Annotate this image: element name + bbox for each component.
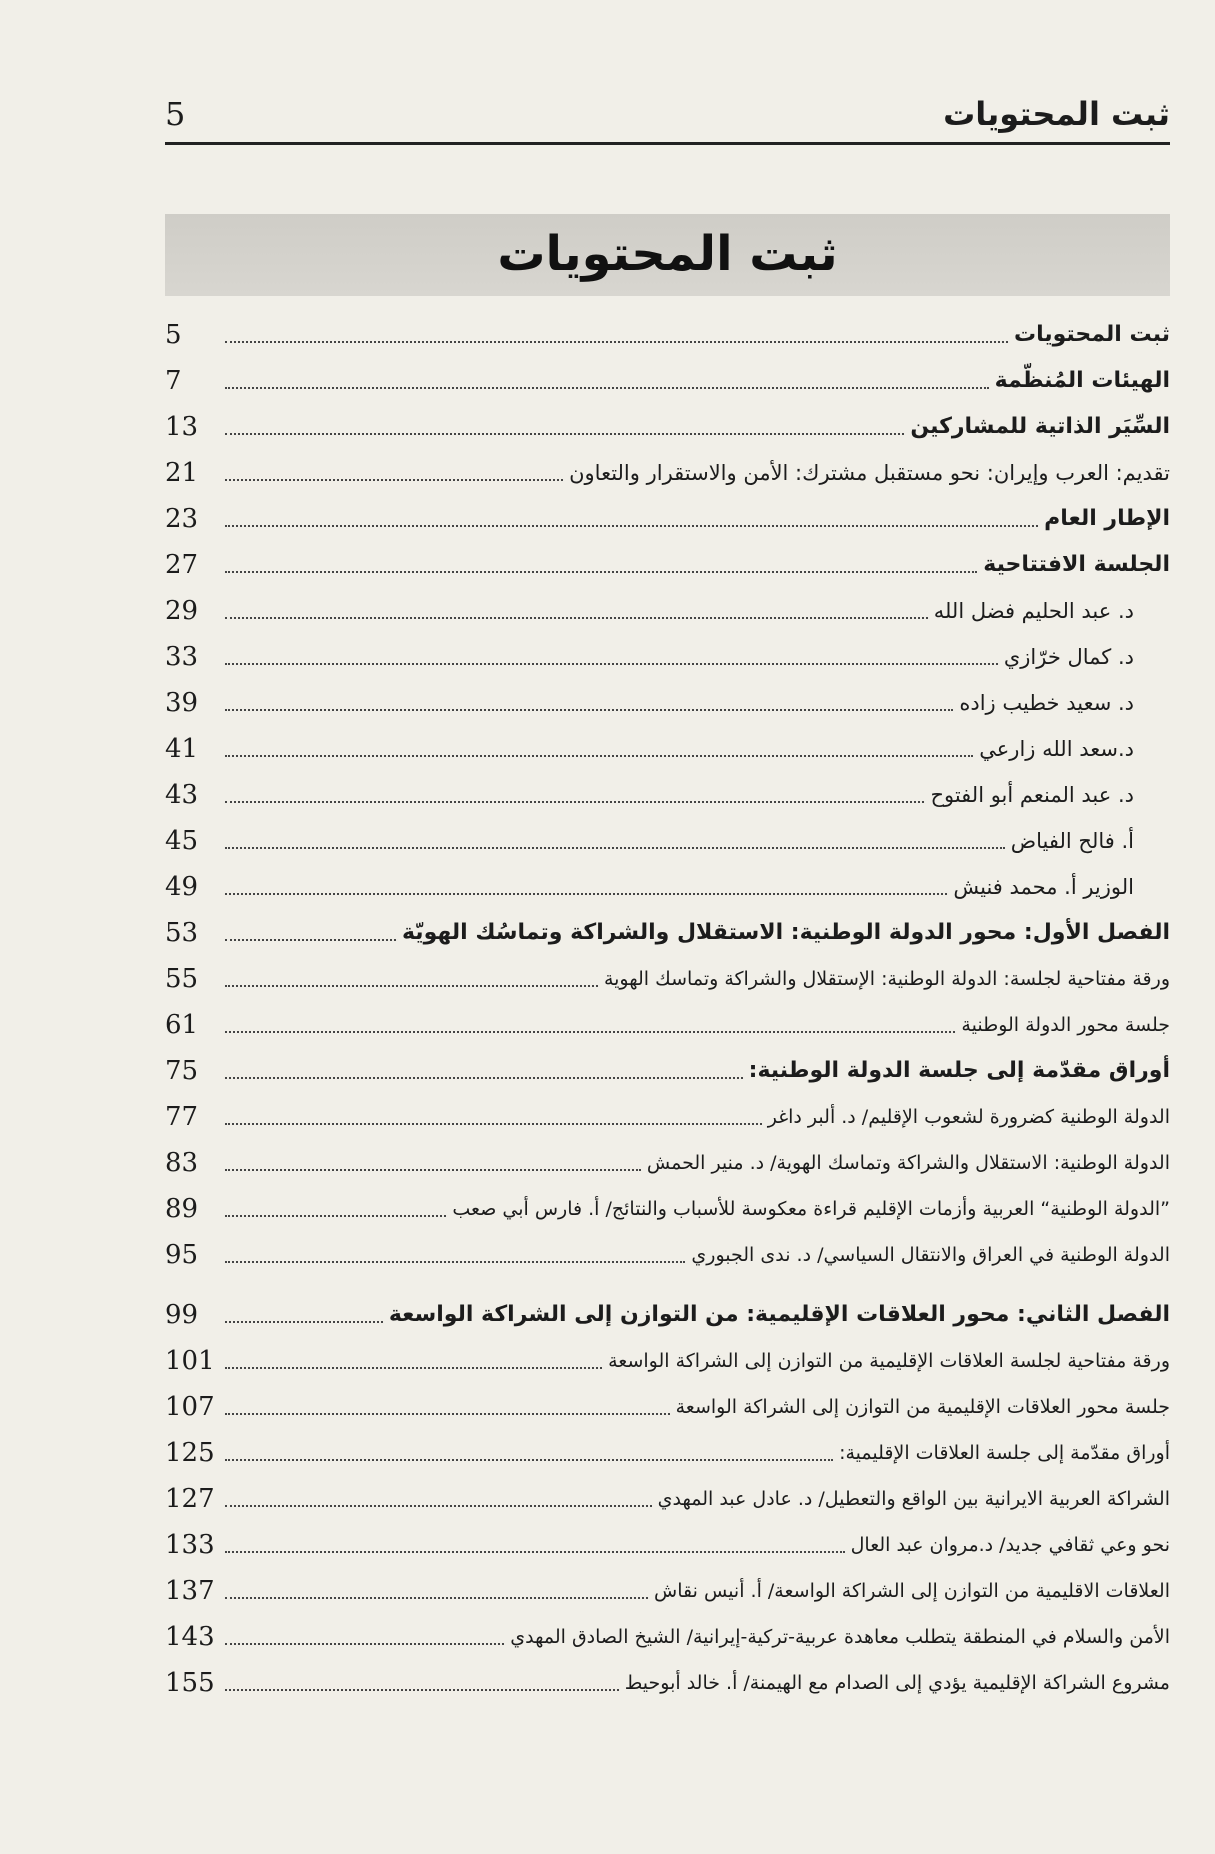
toc-entry[interactable] — [165, 1094, 1170, 1140]
toc-entry-page: 21 — [165, 458, 199, 488]
toc-entry-page: 95 — [165, 1240, 199, 1270]
toc-entry-title: الهيئات المُنظّمة — [994, 368, 1170, 393]
toc-entry[interactable] — [165, 542, 1170, 588]
toc-entry-title: الدولة الوطنية في العراق والانتقال السياسي/ د. ندى الجبوري — [691, 1244, 1170, 1266]
toc-entry-page: 27 — [165, 550, 199, 580]
toc-entry-title: الأمن والسلام في المنطقة يتطلب معاهدة عربية-تركية-إيرانية/ الشيخ الصادق المهدي — [510, 1626, 1170, 1648]
dot-leader — [225, 1077, 743, 1079]
toc-entry[interactable] — [165, 404, 1170, 450]
toc-entry-title: أ. فالح الفياض — [1010, 829, 1134, 853]
toc-entry-title: الدولة الوطنية كضرورة لشعوب الإقليم/ د. ألبر داغر — [767, 1106, 1170, 1128]
toc-entry-title: جلسة محور العلاقات الإقليمية من التوازن إلى الشراكة الواسعة — [675, 1396, 1170, 1418]
table-of-contents — [165, 312, 1170, 1706]
toc-entry-title: د.سعد الله زارعي — [979, 737, 1134, 761]
dot-leader — [225, 1321, 383, 1323]
toc-entry-title: الفصل الأول: محور الدولة الوطنية: الاستقلال والشراكة وتماسُك الهويّة — [401, 920, 1170, 945]
dot-leader — [225, 663, 998, 665]
toc-entry-title: ثبت المحتويات — [1014, 322, 1170, 347]
toc-entry-page: 75 — [165, 1056, 199, 1086]
toc-entry[interactable] — [165, 726, 1170, 772]
toc-entry-title: د. عبد المنعم أبو الفتوح — [930, 783, 1134, 807]
dot-leader — [225, 1123, 762, 1125]
dot-leader — [225, 1031, 955, 1033]
toc-entry-page: 55 — [165, 964, 199, 994]
toc-entry[interactable] — [165, 358, 1170, 404]
toc-entry-title: د. كمال خرّازي — [1003, 645, 1134, 669]
toc-entry-page: 29 — [165, 596, 199, 626]
toc-entry-page: 107 — [165, 1392, 215, 1422]
dot-leader — [225, 1643, 504, 1645]
toc-entry-page: 23 — [165, 504, 199, 534]
toc-entry[interactable] — [165, 1568, 1170, 1614]
dot-leader — [225, 755, 973, 757]
toc-entry[interactable] — [165, 1522, 1170, 1568]
running-page-number: 5 — [165, 95, 186, 133]
dot-leader — [225, 847, 1005, 849]
toc-entry[interactable] — [165, 1232, 1170, 1278]
toc-entry[interactable] — [165, 588, 1170, 634]
toc-entry-title: تقديم: العرب وإيران: نحو مستقبل مشترك: الأمن والاستقرار والتعاون — [569, 461, 1170, 485]
toc-entry-title: ورقة مفتاحية لجلسة: الدولة الوطنية: الإستقلال والشراكة وتماسك الهوية — [603, 968, 1170, 990]
dot-leader — [225, 1597, 648, 1599]
toc-entry-page: 13 — [165, 412, 199, 442]
contents-heading: ثبت المحتويات — [497, 226, 838, 282]
dot-leader — [225, 387, 989, 389]
contents-banner — [165, 214, 1170, 296]
toc-entry-title: جلسة محور الدولة الوطنية — [961, 1014, 1170, 1036]
toc-entry-page: 155 — [165, 1668, 215, 1698]
toc-entry-title: مشروع الشراكة الإقليمية يؤدي إلى الصدام مع الهيمنة/ أ. خالد أبوحيط — [624, 1672, 1170, 1694]
running-title: ثبت المحتويات — [943, 95, 1170, 133]
toc-entry[interactable] — [165, 910, 1170, 956]
toc-entry-page: 99 — [165, 1300, 199, 1330]
dot-leader — [225, 1169, 641, 1171]
toc-entry[interactable] — [165, 1048, 1170, 1094]
dot-leader — [225, 341, 1008, 343]
toc-entry-title: الجلسة الافتتاحية — [983, 552, 1170, 577]
toc-entry[interactable] — [165, 1292, 1170, 1338]
toc-entry-page: 43 — [165, 780, 199, 810]
dot-leader — [225, 1215, 446, 1217]
toc-entry-title: د. عبد الحليم فضل الله — [933, 599, 1134, 623]
toc-entry[interactable] — [165, 496, 1170, 542]
toc-entry-page: 53 — [165, 918, 199, 948]
dot-leader — [225, 617, 928, 619]
toc-entry[interactable] — [165, 864, 1170, 910]
dot-leader — [225, 1689, 619, 1691]
toc-entry-title: أوراق مقدّمة إلى جلسة العلاقات الإقليمية: — [839, 1442, 1170, 1464]
toc-entry-page: 49 — [165, 872, 199, 902]
toc-entry[interactable] — [165, 1002, 1170, 1048]
dot-leader — [225, 1413, 670, 1415]
toc-entry-page: 41 — [165, 734, 199, 764]
toc-entry-page: 143 — [165, 1622, 215, 1652]
toc-entry-title: الشراكة العربية الايرانية بين الواقع والتعطيل/ د. عادل عبد المهدي — [657, 1488, 1170, 1510]
dot-leader — [225, 1367, 602, 1369]
toc-entry-title: الدولة الوطنية: الاستقلال والشراكة وتماسك الهوية/ د. منير الحمش — [646, 1152, 1170, 1174]
dot-leader — [225, 1261, 685, 1263]
toc-entry-title: الفصل الثاني: محور العلاقات الإقليمية: من التوازن إلى الشراكة الواسعة — [388, 1302, 1170, 1327]
toc-entry[interactable] — [165, 1430, 1170, 1476]
toc-entry-title: د. سعيد خطيب زاده — [959, 691, 1134, 715]
toc-entry[interactable] — [165, 312, 1170, 358]
toc-entry-page: 5 — [165, 320, 182, 350]
toc-entry[interactable] — [165, 450, 1170, 496]
toc-entry[interactable] — [165, 1186, 1170, 1232]
toc-entry-page: 101 — [165, 1346, 215, 1376]
toc-entry[interactable] — [165, 818, 1170, 864]
dot-leader — [225, 985, 598, 987]
running-header — [165, 92, 1170, 145]
toc-entry-title: ”الدولة الوطنية“ العربية وأزمات الإقليم قراءة معكوسة للأسباب والنتائج/ أ. فارس أبي صعب — [452, 1198, 1170, 1220]
toc-entry-page: 7 — [165, 366, 182, 396]
dot-leader — [225, 571, 977, 573]
dot-leader — [225, 801, 924, 803]
dot-leader — [225, 479, 563, 481]
toc-entry-title: الوزير أ. محمد فنيش — [953, 875, 1134, 899]
dot-leader — [225, 1459, 833, 1461]
toc-entry-title: العلاقات الاقليمية من التوازن إلى الشراكة الواسعة/ أ. أنيس نقاش — [654, 1580, 1170, 1602]
toc-entry-page: 33 — [165, 642, 199, 672]
toc-entry[interactable] — [165, 772, 1170, 818]
toc-entry-page: 39 — [165, 688, 199, 718]
dot-leader — [225, 1551, 845, 1553]
toc-entry-page: 83 — [165, 1148, 199, 1178]
toc-entry-page: 137 — [165, 1576, 215, 1606]
toc-entry-page: 77 — [165, 1102, 199, 1132]
toc-entry[interactable] — [165, 956, 1170, 1002]
toc-entry[interactable] — [165, 1384, 1170, 1430]
toc-entry-page: 45 — [165, 826, 199, 856]
toc-entry-title: أوراق مقدّمة إلى جلسة الدولة الوطنية: — [748, 1058, 1170, 1083]
dot-leader — [225, 893, 947, 895]
toc-entry-title: ورقة مفتاحية لجلسة العلاقات الإقليمية من التوازن إلى الشراكة الواسعة — [608, 1350, 1170, 1372]
dot-leader — [225, 433, 904, 435]
toc-entry[interactable] — [165, 1338, 1170, 1384]
toc-entry[interactable] — [165, 1660, 1170, 1706]
dot-leader — [225, 939, 396, 941]
toc-entry[interactable] — [165, 1476, 1170, 1522]
toc-entry[interactable] — [165, 1614, 1170, 1660]
toc-entry-title: نحو وعي ثقافي جديد/ د.مروان عبد العال — [850, 1534, 1170, 1556]
toc-entry-page: 133 — [165, 1530, 215, 1560]
dot-leader — [225, 1505, 652, 1507]
toc-entry-page: 125 — [165, 1438, 215, 1468]
toc-entry[interactable] — [165, 1140, 1170, 1186]
toc-entry[interactable] — [165, 680, 1170, 726]
dot-leader — [225, 525, 1038, 527]
toc-entry-page: 61 — [165, 1010, 199, 1040]
toc-entry-title: الإطار العام — [1044, 506, 1170, 531]
dot-leader — [225, 709, 953, 711]
toc-entry[interactable] — [165, 634, 1170, 680]
toc-entry-page: 127 — [165, 1484, 215, 1514]
toc-entry-page: 89 — [165, 1194, 199, 1224]
toc-entry-title: السِّيَر الذاتية للمشاركين — [910, 414, 1170, 439]
